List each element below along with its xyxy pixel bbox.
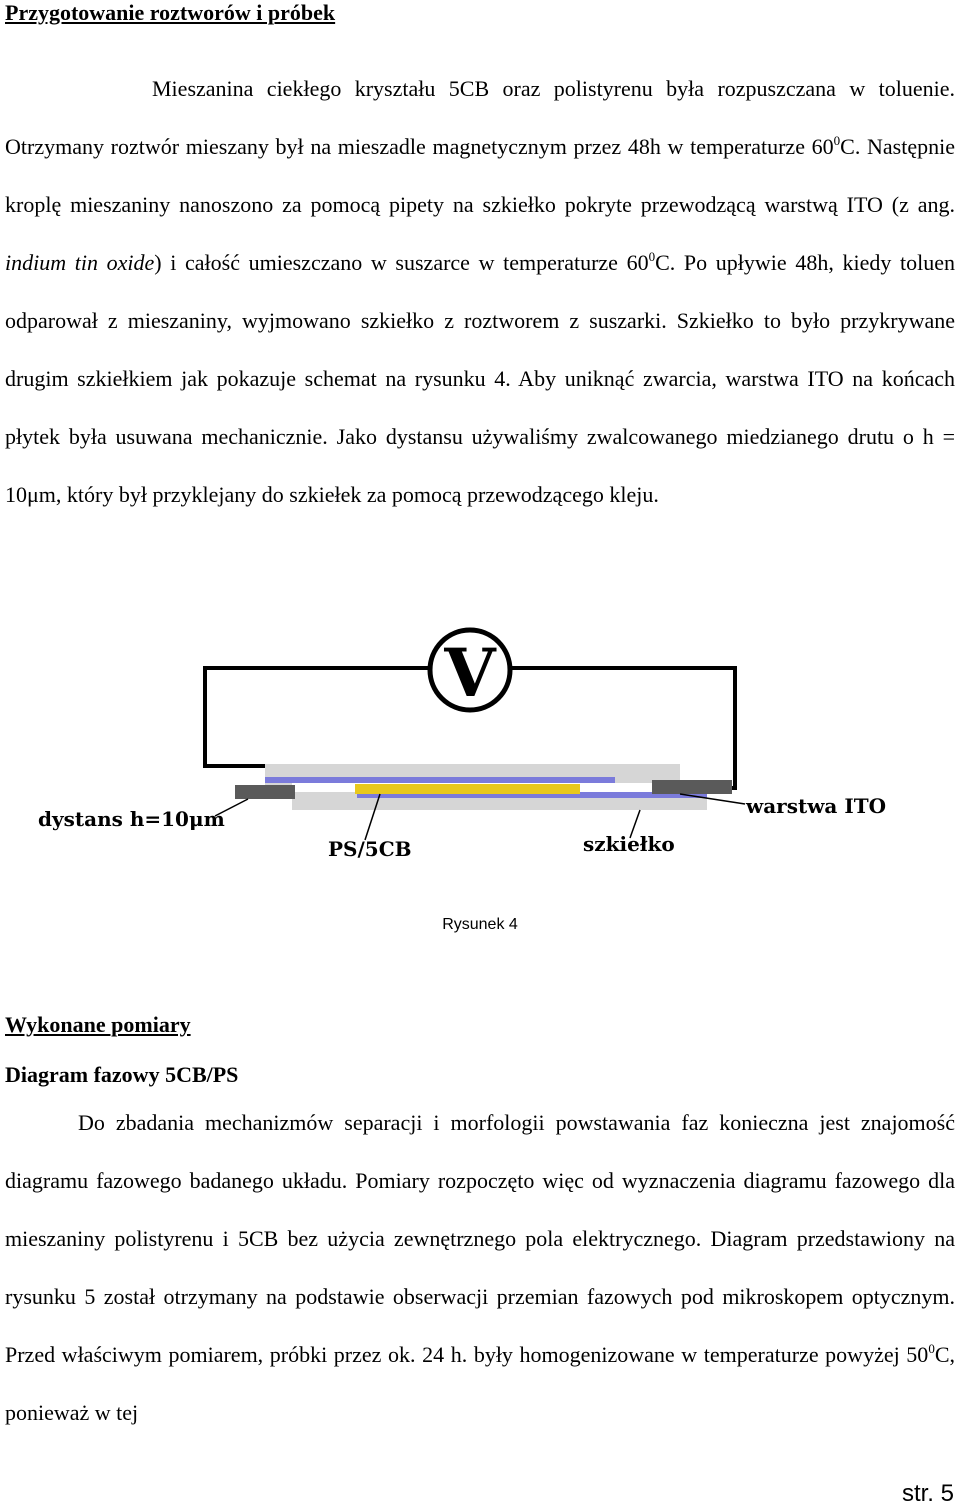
sample-layer xyxy=(355,784,580,794)
cell-schematic-figure xyxy=(30,618,890,868)
figure-caption: Rysunek 4 xyxy=(442,916,518,933)
voltmeter-icon xyxy=(430,630,510,712)
voltmeter-symbol: V xyxy=(444,634,496,712)
subsection-heading: Diagram fazowy 5CB/PS xyxy=(5,1062,239,1087)
label-ito: warstwa ITO xyxy=(746,794,887,818)
paragraph-phase-diagram: Do zbadania mechanizmów separacji i morfologii powstawania faz konieczna jest znajomość diagramu fazowego badanego układu. Pomiary rozpoczęto więc od wyznaczenia diagramu fazowego dla mieszaniny polistyrenu i 5CB bez użycia zewnętrznego pola elektrycznego. Diagram przedstawiony na rysunku 5 został otrzymany na podstawie obserwacji przemian fazowych pod mikroskopem optycznym. Przed właściwym pomiarem, próbki przez ok. 24 h. były homogenizowane w temperaturze powyżej $50^0C$, ponieważ w tej xyxy=(5,1110,955,1425)
page-number: str. 5 xyxy=(901,1480,954,1507)
section-heading-measurements: Wykonane pomiary xyxy=(5,1012,191,1037)
section-heading: Przygotowanie roztworów i próbek xyxy=(5,0,336,25)
ito-layer-top xyxy=(265,777,615,783)
spacer-left xyxy=(235,785,295,799)
label-ps5cb: PS/5CB xyxy=(328,837,412,861)
circuit-wire-left xyxy=(205,668,430,766)
label-glass: szkiełko xyxy=(583,832,675,856)
spacer-right xyxy=(652,780,732,794)
paragraph-preparation: Mieszanina ciekłego kryształu 5CB oraz polistyrenu była rozpuszczana w toluenie. Otrzymany roztwór mieszany był na mieszadle magnetycznym przez 48h w temperaturze $60^0C$. Następnie kroplę mieszaniny nanoszono za pomocą pipety na szkiełko pokryte przewodzącą warstwą ITO (z ang. indium tin oxide) i całość umieszczano w suszarce w temperaturze $60^0C$. Po upływie 48h, kiedy toluen odparował z mieszaniny, wyjmowano szkiełko z roztworem z suszarki. Szkiełko to było przykrywane drugim szkiełkiem jak pokazuje schemat na rysunku 4. Aby uniknąć zwarcia, warstwa ITO na końcach płytek była usuwana mechanicznie. Jako dystansu używaliśmy zwalcowanego miedzianego drutu o h = 10μm, który był przyklejany do szkiełek za pomocą przewodzącego kleju. xyxy=(5,76,955,507)
label-spacer: dystans h=10μm xyxy=(38,807,225,831)
